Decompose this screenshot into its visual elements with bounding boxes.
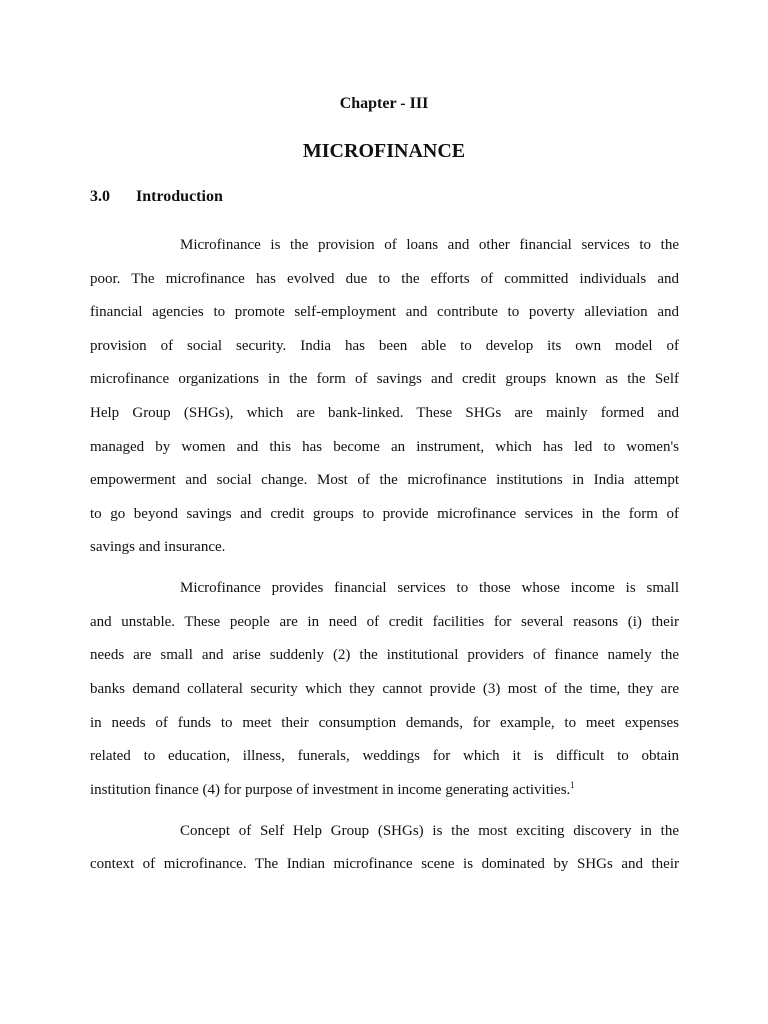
paragraph-line: microfinance organizations in the form of savings and credit groups known as the Self <box>90 371 679 388</box>
paragraph-line: empowerment and social change. Most of the microfinance institutions in India attempt <box>90 472 679 489</box>
paragraph <box>90 572 679 807</box>
section-heading <box>90 186 223 208</box>
paragraph-line: provision of social security. India has been able to develop its own model of <box>90 337 679 354</box>
paragraph-line: context of microfinance. The Indian microfinance scene is dominated by SHGs and their <box>90 856 679 873</box>
paragraph-line: financial agencies to promote self-employment and contribute to poverty alleviation and <box>90 304 679 321</box>
body-text <box>90 229 679 889</box>
paragraph-line: Concept of Self Help Group (SHGs) is the most exciting discovery in the <box>180 822 679 839</box>
paragraph-line: in needs of funds to meet their consumption demands, for example, to meet expenses <box>90 714 679 731</box>
paragraph-line: managed by women and this has become an instrument, which has led to women's <box>90 438 679 455</box>
chapter-label: Chapter - III <box>339 95 429 112</box>
paragraph-line: Help Group (SHGs), which are bank-linked. These SHGs are mainly formed and <box>90 404 679 421</box>
paragraph-line: poor. The microfinance has evolved due to the efforts of committed individuals and <box>90 270 679 287</box>
paragraph-line-text: institution finance (4) for purpose of investment in income generating activities. <box>90 781 571 798</box>
section-title: Introduction <box>136 188 223 205</box>
paragraph-line: banks demand collateral security which they cannot provide (3) most of the time, they are <box>90 681 679 698</box>
paragraph-line: and unstable. These people are in need of credit facilities for several reasons (i) their <box>90 613 679 630</box>
paragraph-line: Microfinance is the provision of loans and other financial services to the <box>180 237 679 253</box>
paragraph-line: related to education, illness, funerals, weddings for which it is difficult to obtain <box>90 748 679 765</box>
paragraph <box>90 815 679 882</box>
paragraph-line-with-footnote <box>90 774 679 808</box>
paragraph <box>90 229 679 565</box>
chapter-title: MICROFINANCE <box>302 140 466 162</box>
paragraph-line: to go beyond savings and credit groups to provide microfinance services in the form of <box>90 505 679 522</box>
footnote-reference[interactable]: 1 <box>570 779 575 790</box>
paragraph-line: Microfinance provides financial services to those whose income is small <box>180 580 679 597</box>
paragraph-line: savings and insurance. <box>90 539 226 556</box>
section-number: 3.0 <box>90 188 110 205</box>
paragraph-line: needs are small and arise suddenly (2) the institutional providers of finance namely the <box>90 647 679 664</box>
